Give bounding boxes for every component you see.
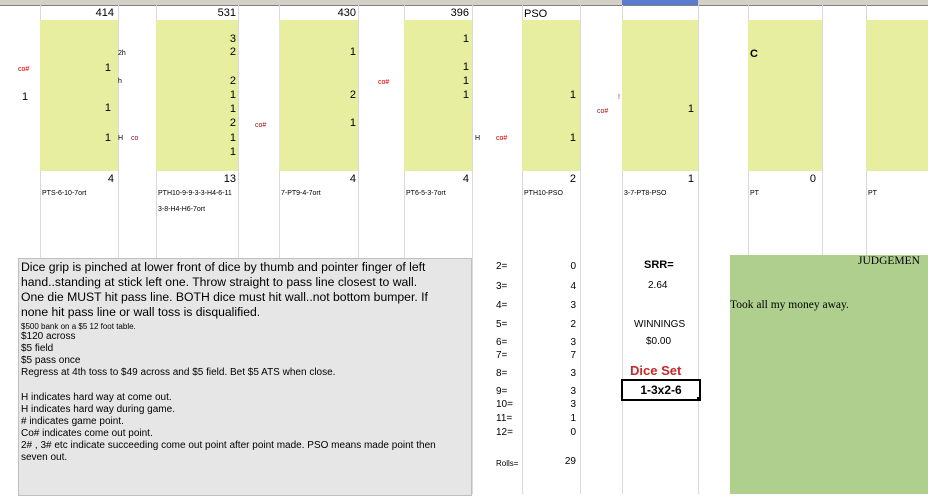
dist-label: 12=	[496, 427, 513, 438]
note-line: Co# indicates come out point.	[21, 428, 153, 439]
dist-value: 0	[570, 427, 576, 438]
point-sequence: PTS-6-10-7ort	[42, 190, 87, 197]
hard-way-mark: H	[118, 135, 124, 142]
dist-label: 9=	[496, 386, 508, 397]
cell-value: 1	[569, 89, 576, 101]
point-sequence: PTH10-PSO	[524, 190, 563, 197]
judgement-box[interactable]	[730, 255, 928, 494]
dist-value: 3	[570, 368, 576, 379]
cell-value: 1	[229, 89, 236, 101]
instruction-line: hand..standing at stick left one. Throw straight to pass line closest to wall.	[21, 275, 418, 289]
dice-set-value: 1-3x2-6	[640, 383, 682, 397]
dist-label: 5=	[496, 319, 508, 330]
point-sequence: 7-PT9-4-7ort	[281, 190, 321, 197]
winnings-label: WINNINGS	[634, 319, 686, 330]
score-column-7[interactable]	[748, 20, 822, 171]
header-value: 396	[450, 7, 469, 19]
point-sequence: PT	[750, 190, 759, 197]
cell-value: 1	[229, 132, 236, 144]
total-value: 4	[107, 173, 114, 185]
point-sequence: PTH10-9-9-3-3-H4-6-11	[158, 190, 232, 197]
cell-value: 1	[462, 75, 469, 87]
note-line: # indicates game point.	[21, 416, 124, 427]
cell-value: 1	[349, 46, 356, 58]
note-line: Regress at 4th toss to $49 across and $5 field. Bet $5 ATS when close.	[21, 367, 336, 378]
dist-value: 0	[570, 261, 576, 272]
come-out-mark: co#	[496, 135, 508, 142]
gridline	[472, 5, 473, 494]
cell-value: 1	[462, 89, 469, 101]
total-value: 2	[569, 173, 576, 185]
srr-label: SRR=	[644, 259, 674, 271]
dist-value: 2	[570, 319, 576, 330]
score-column-1[interactable]	[40, 20, 118, 171]
header-value: 430	[337, 7, 356, 19]
header-value: 531	[217, 7, 236, 19]
point-sequence: PT	[868, 190, 877, 197]
judgement-label: JUDGEMEN	[858, 255, 920, 267]
dist-label: 8=	[496, 368, 508, 379]
dist-label: 3=	[496, 281, 508, 292]
note-line: $120 across	[21, 331, 76, 342]
score-column-6[interactable]	[622, 20, 698, 171]
mark: !	[618, 94, 620, 101]
cell-value: 1	[569, 132, 576, 144]
note-line: $5 pass once	[21, 355, 81, 366]
mark: C	[750, 48, 758, 60]
rolls-value: 29	[564, 456, 576, 467]
dice-set-cell[interactable]	[621, 379, 701, 401]
cell-value: 1	[104, 62, 111, 74]
cell-value: 1	[229, 103, 236, 115]
dist-value: 3	[570, 399, 576, 410]
note-line: H indicates hard way during game.	[21, 404, 175, 415]
instruction-line: One die MUST hit pass line. BOTH dice must hit wall..not bottom bumper. If	[21, 290, 428, 304]
come-out-mark: co	[131, 135, 139, 142]
dist-label: 4=	[496, 300, 508, 311]
cell-value: 3	[229, 33, 236, 45]
dice-set-label: Dice Set	[630, 363, 682, 378]
cell-value: 1	[22, 91, 29, 103]
cell-value: 2	[349, 89, 356, 101]
come-out-mark: co#	[378, 79, 390, 86]
note-line: 2# , 3# etc indicate succeeding come out point after point made. PSO means made point then	[21, 440, 436, 451]
total-value: 13	[223, 173, 236, 185]
note-line: H indicates hard way at come out.	[21, 392, 172, 403]
instruction-line: none hit pass line or wall toss is disqualified.	[21, 305, 261, 319]
come-out-mark: co#	[255, 122, 267, 129]
cell-value: 2	[229, 75, 236, 87]
cell-value: 1	[687, 103, 694, 115]
srr-value: 2.64	[648, 280, 668, 291]
winnings-value: $0.00	[646, 336, 672, 347]
cell-value: 1	[462, 61, 469, 73]
hard-way-mark: h	[118, 78, 122, 85]
dist-label: 6=	[496, 337, 508, 348]
hard-way-mark: 2h	[118, 50, 126, 57]
hard-way-mark: H	[475, 135, 481, 142]
dist-value: 3	[570, 386, 576, 397]
dist-value: 1	[570, 413, 576, 424]
dist-value: 7	[570, 350, 576, 361]
gridline	[698, 5, 699, 494]
dist-label: 7=	[496, 350, 508, 361]
point-sequence: 3-7-PT8-PSO	[624, 190, 667, 197]
cell-value: 1	[462, 33, 469, 45]
fill-handle[interactable]	[697, 397, 701, 401]
dist-value: 3	[570, 337, 576, 348]
gridline	[580, 5, 581, 494]
cell-value: 2	[229, 46, 236, 58]
instruction-line: Dice grip is pinched at lower front of dice by thumb and pointer finger of left	[21, 260, 426, 274]
note-line: seven out.	[21, 452, 68, 463]
point-sequence: 3-8-H4-H6-7ort	[158, 206, 206, 213]
come-out-mark: co#	[597, 108, 609, 115]
rolls-label: Rolls=	[496, 459, 519, 468]
bank-line: $500 bank on a $5 12 foot table.	[21, 322, 136, 331]
dist-label: 10=	[496, 399, 513, 410]
cell-value: 2	[229, 117, 236, 129]
dist-label: 2=	[496, 261, 508, 272]
score-column-8[interactable]	[866, 20, 928, 171]
total-value: 4	[349, 173, 356, 185]
total-value: 0	[809, 173, 816, 185]
total-value: 1	[687, 173, 694, 185]
cell-value: 1	[104, 132, 111, 144]
cell-value: 1	[104, 102, 111, 114]
judgement-text: Took all my money away.	[730, 299, 849, 311]
instructions-textbox[interactable]	[18, 258, 472, 496]
point-sequence: PT6-5-3-7ort	[406, 190, 446, 197]
dist-value: 3	[570, 300, 576, 311]
selected-column-header[interactable]	[622, 0, 698, 5]
cell-value: 1	[349, 117, 356, 129]
total-value: 4	[462, 173, 469, 185]
column-header-bar[interactable]	[0, 0, 928, 6]
cell-value: 1	[229, 146, 236, 158]
note-line: $5 field	[21, 343, 54, 354]
come-out-mark: co#	[18, 66, 30, 73]
header-value: PSO	[524, 8, 548, 20]
header-value: 414	[95, 7, 114, 19]
dist-value: 4	[570, 281, 576, 292]
dist-label: 11=	[496, 413, 513, 424]
